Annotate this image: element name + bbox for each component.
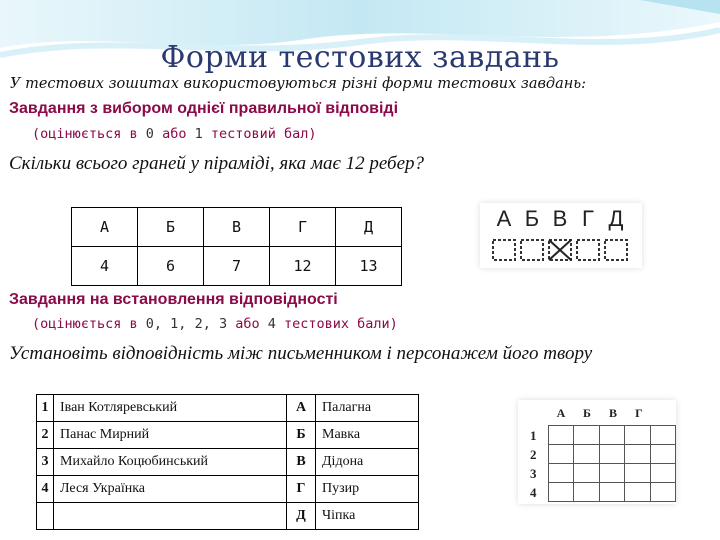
option-value-d: 13 xyxy=(336,247,402,286)
writer-name: Іван Котляревський xyxy=(54,395,287,422)
character-letter: Д xyxy=(287,503,316,530)
section2-note-values: 0, 1, 2, 3 xyxy=(145,316,228,332)
sheet-letter-b: Б xyxy=(524,206,540,231)
grid-row-3: 3 xyxy=(530,466,537,481)
section2-question: Установіть відповідність між письменником і персонажем його твору xyxy=(9,343,593,364)
section1-scoring-note xyxy=(32,126,317,142)
answer-sheet-boxes xyxy=(490,237,635,263)
option-value-g: 12 xyxy=(270,247,336,286)
section1-note-or: або xyxy=(153,126,195,142)
writer-name xyxy=(54,503,287,530)
sheet-box-d xyxy=(605,240,627,260)
character-letter: Б xyxy=(287,422,316,449)
matching-table xyxy=(36,394,419,530)
character-name: Пузир xyxy=(316,476,419,503)
answer-letters-row xyxy=(72,208,402,247)
section2-note-value-4: 4 xyxy=(267,316,276,332)
character-name: Мавка xyxy=(316,422,419,449)
character-letter: Г xyxy=(287,476,316,503)
section1-note-close: тестовий бал) xyxy=(202,126,317,142)
intro-text: У тестових зошитах використовуються різні форми тестових завдань: xyxy=(10,76,587,92)
grid-col-v: В xyxy=(608,406,617,420)
grid-row-2: 2 xyxy=(530,447,537,462)
answer-values-row xyxy=(72,247,402,286)
sheet-letter-v: В xyxy=(552,206,568,231)
table-row xyxy=(37,449,419,476)
sheet-box-g xyxy=(577,240,599,260)
grid-col-b: Б xyxy=(583,406,591,420)
character-letter: А xyxy=(287,395,316,422)
character-name: Дідона xyxy=(316,449,419,476)
character-name: Палагна xyxy=(316,395,419,422)
section1-question: Скільки всього граней у піраміді, яка має 12 ребер? xyxy=(9,153,425,174)
sheet-box-b xyxy=(521,240,543,260)
character-letter: В xyxy=(287,449,316,476)
row-number: 4 xyxy=(37,476,54,503)
section2-heading: Завдання на встановлення відповідності xyxy=(9,291,338,308)
sheet-letter-g: Г xyxy=(582,206,594,231)
section2-scoring-note xyxy=(32,316,398,332)
row-number: 1 xyxy=(37,395,54,422)
table-row xyxy=(37,395,419,422)
answer-sheet-letters xyxy=(490,206,630,232)
sheet-letter-a: А xyxy=(496,206,512,231)
grid-column-letters xyxy=(548,406,652,421)
option-value-v: 7 xyxy=(204,247,270,286)
row-number: 3 xyxy=(37,449,54,476)
row-number: 2 xyxy=(37,422,54,449)
section1-note-open: (оцінюється в xyxy=(32,126,146,142)
section2-note-close: тестових бали) xyxy=(275,316,398,332)
answer-options-table xyxy=(71,207,402,286)
option-value-a: 4 xyxy=(72,247,138,286)
section2-note-or: або xyxy=(227,316,268,332)
matching-grid-sample xyxy=(518,400,676,504)
grid-cells xyxy=(548,425,676,502)
grid-row-1: 1 xyxy=(530,428,537,443)
section1-note-value-0: 0 xyxy=(145,126,154,142)
grid-row-4: 4 xyxy=(530,485,537,500)
writer-name: Панас Мирний xyxy=(54,422,287,449)
grid-col-a: А xyxy=(556,406,566,420)
sheet-letter-d: Д xyxy=(608,206,624,231)
table-row xyxy=(37,503,419,530)
sheet-box-a xyxy=(493,240,515,260)
option-letter-g: Г xyxy=(270,208,336,247)
slide-title: Форми тестових завдань xyxy=(160,40,560,75)
option-letter-a: А xyxy=(72,208,138,247)
option-value-b: 6 xyxy=(138,247,204,286)
row-number xyxy=(37,503,54,530)
option-letter-v: В xyxy=(204,208,270,247)
section1-note-value-1: 1 xyxy=(194,126,203,142)
section1-heading: Завдання з вибором однієї правильної відповіді xyxy=(9,100,399,117)
table-row xyxy=(37,422,419,449)
answer-sheet-sample xyxy=(480,203,642,268)
grid-col-g: Г xyxy=(635,406,643,420)
grid-row-numbers xyxy=(530,426,537,502)
character-name: Чіпка xyxy=(316,503,419,530)
section2-note-open: (оцінюється в xyxy=(32,316,146,332)
option-letter-b: Б xyxy=(138,208,204,247)
option-letter-d: Д xyxy=(336,208,402,247)
table-row xyxy=(37,476,419,503)
writer-name: Леся Українка xyxy=(54,476,287,503)
writer-name: Михайло Коцюбинський xyxy=(54,449,287,476)
